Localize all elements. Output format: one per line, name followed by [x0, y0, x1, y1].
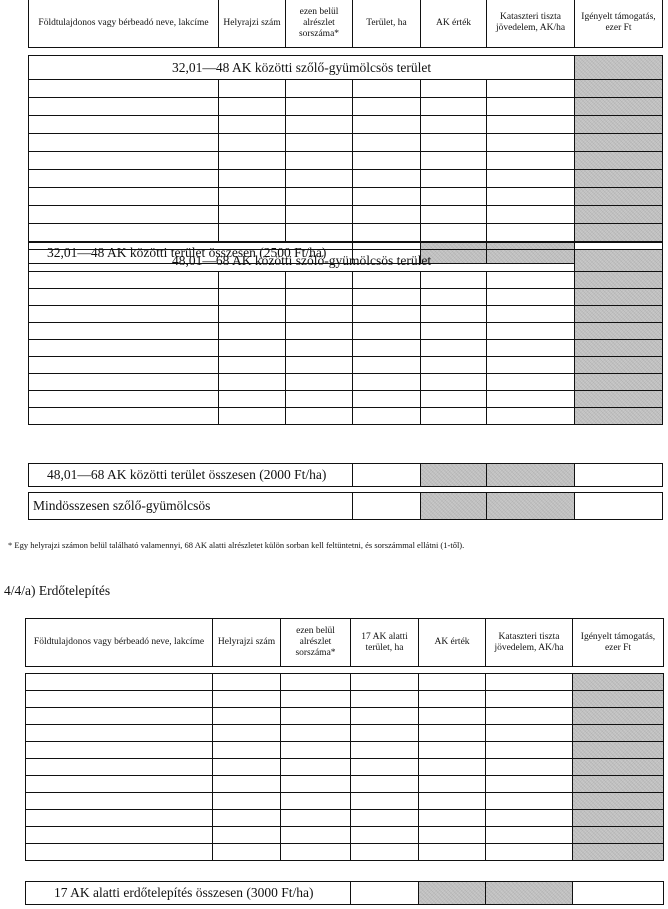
- input-cell[interactable]: [26, 725, 213, 742]
- table-row: [29, 152, 663, 170]
- table-row: [26, 844, 664, 861]
- col-header-income: Kataszteri tiszta jövedelem, AK/ha: [486, 619, 573, 667]
- input-cell[interactable]: [286, 116, 353, 134]
- input-cell[interactable]: [281, 725, 351, 742]
- input-cell[interactable]: [213, 691, 281, 708]
- support-cell[interactable]: [575, 206, 663, 224]
- section2-title: 48,01—68 AK közötti szőlő-gyümölcsös terület: [29, 250, 575, 272]
- col-header-area: Terület, ha: [353, 0, 421, 47]
- table-row: [26, 793, 664, 810]
- input-cell[interactable]: [351, 742, 419, 759]
- support-cell[interactable]: [575, 357, 663, 374]
- input-cell[interactable]: [29, 170, 219, 188]
- input-cell[interactable]: [487, 152, 575, 170]
- input-cell[interactable]: [286, 357, 353, 374]
- table-row: [29, 188, 663, 206]
- col-header-owner: Földtulajdonos vagy bérbeadó neve, lakcíme: [29, 0, 219, 47]
- col-header-ak: AK érték: [419, 619, 486, 667]
- support-cell[interactable]: [573, 742, 664, 759]
- input-cell[interactable]: [281, 674, 351, 691]
- input-cell[interactable]: [419, 827, 486, 844]
- input-cell[interactable]: [29, 323, 219, 340]
- input-cell[interactable]: [421, 170, 487, 188]
- input-cell[interactable]: [486, 776, 573, 793]
- input-cell[interactable]: [421, 323, 487, 340]
- support-cell[interactable]: [575, 374, 663, 391]
- input-cell[interactable]: [353, 272, 421, 289]
- input-cell[interactable]: [487, 272, 575, 289]
- input-cell[interactable]: [487, 357, 575, 374]
- input-cell[interactable]: [219, 188, 286, 206]
- support-cell[interactable]: [575, 134, 663, 152]
- support-cell[interactable]: [575, 80, 663, 98]
- support-cell[interactable]: [575, 391, 663, 408]
- input-cell[interactable]: [219, 206, 286, 224]
- input-cell[interactable]: [421, 80, 487, 98]
- support-cell[interactable]: [575, 98, 663, 116]
- input-cell[interactable]: [351, 793, 419, 810]
- table-row: [29, 357, 663, 374]
- input-cell[interactable]: [286, 206, 353, 224]
- input-cell[interactable]: [353, 357, 421, 374]
- section2-table: [28, 249, 663, 425]
- input-cell[interactable]: [419, 708, 486, 725]
- input-cell[interactable]: [353, 340, 421, 357]
- table2-sum-label: 17 AK alatti erdőtelepítés összesen (3000 Ft/ha): [26, 882, 351, 905]
- input-cell[interactable]: [29, 408, 219, 425]
- input-cell[interactable]: [487, 306, 575, 323]
- table-row: [29, 98, 663, 116]
- input-cell[interactable]: [487, 206, 575, 224]
- input-cell[interactable]: [487, 188, 575, 206]
- input-cell[interactable]: [26, 674, 213, 691]
- table-row: [26, 776, 664, 793]
- table-row: [29, 306, 663, 323]
- col-header-support: Igényelt támogatás, ezer Ft: [573, 619, 664, 667]
- input-cell[interactable]: [29, 224, 219, 242]
- input-cell[interactable]: [29, 340, 219, 357]
- input-cell[interactable]: [419, 742, 486, 759]
- input-cell[interactable]: [29, 357, 219, 374]
- input-cell[interactable]: [286, 323, 353, 340]
- table-row: [29, 134, 663, 152]
- input-cell[interactable]: [29, 80, 219, 98]
- input-cell[interactable]: [29, 306, 219, 323]
- input-cell[interactable]: [219, 391, 286, 408]
- input-cell[interactable]: [281, 776, 351, 793]
- col-header-income: Kataszteri tiszta jövedelem, AK/ha: [487, 0, 575, 47]
- input-cell[interactable]: [421, 98, 487, 116]
- support-cell[interactable]: [573, 674, 664, 691]
- input-cell[interactable]: [286, 272, 353, 289]
- input-cell[interactable]: [219, 340, 286, 357]
- input-cell[interactable]: [486, 827, 573, 844]
- input-cell[interactable]: [286, 152, 353, 170]
- input-cell[interactable]: [281, 708, 351, 725]
- input-cell[interactable]: [353, 98, 421, 116]
- input-cell[interactable]: [421, 306, 487, 323]
- input-cell[interactable]: [419, 793, 486, 810]
- input-cell[interactable]: [219, 224, 286, 242]
- input-cell[interactable]: [487, 340, 575, 357]
- input-cell[interactable]: [29, 134, 219, 152]
- input-cell[interactable]: [421, 357, 487, 374]
- input-cell[interactable]: [353, 188, 421, 206]
- input-cell[interactable]: [351, 759, 419, 776]
- input-cell[interactable]: [353, 80, 421, 98]
- input-cell[interactable]: [487, 374, 575, 391]
- input-cell[interactable]: [286, 80, 353, 98]
- input-cell[interactable]: [213, 827, 281, 844]
- input-cell[interactable]: [213, 742, 281, 759]
- input-cell[interactable]: [26, 810, 213, 827]
- input-cell[interactable]: [29, 116, 219, 134]
- input-cell[interactable]: [353, 206, 421, 224]
- support-cell[interactable]: [575, 116, 663, 134]
- section2-sum: [28, 463, 663, 487]
- table2-body: [25, 673, 664, 861]
- section1-sum-label: 32,01—48 AK közötti terület összesen (2500 Ft/ha): [29, 243, 353, 264]
- table-row: [29, 116, 663, 134]
- col-header-ak: AK érték: [421, 0, 487, 47]
- input-cell[interactable]: [486, 810, 573, 827]
- support-cell[interactable]: [575, 170, 663, 188]
- input-cell[interactable]: [286, 340, 353, 357]
- input-cell[interactable]: [421, 289, 487, 306]
- input-cell[interactable]: [487, 224, 575, 242]
- table2-header: [25, 618, 664, 667]
- support-cell[interactable]: [573, 793, 664, 810]
- input-cell[interactable]: [219, 152, 286, 170]
- sum-support-cell[interactable]: [575, 464, 663, 487]
- table-row: [29, 224, 663, 242]
- input-cell[interactable]: [26, 691, 213, 708]
- input-cell[interactable]: [419, 691, 486, 708]
- input-cell[interactable]: [286, 98, 353, 116]
- input-cell[interactable]: [353, 170, 421, 188]
- support-cell[interactable]: [575, 272, 663, 289]
- input-cell[interactable]: [219, 306, 286, 323]
- table-row: [26, 810, 664, 827]
- table-row: [26, 742, 664, 759]
- table-row: [29, 374, 663, 391]
- table-row: [29, 170, 663, 188]
- input-cell[interactable]: [353, 306, 421, 323]
- input-cell[interactable]: [486, 691, 573, 708]
- support-cell[interactable]: [573, 776, 664, 793]
- input-cell[interactable]: [487, 289, 575, 306]
- input-cell[interactable]: [281, 742, 351, 759]
- input-cell[interactable]: [219, 323, 286, 340]
- table-row: [29, 272, 663, 289]
- input-cell[interactable]: [487, 323, 575, 340]
- input-cell[interactable]: [219, 272, 286, 289]
- input-cell[interactable]: [286, 188, 353, 206]
- input-cell[interactable]: [286, 408, 353, 425]
- input-cell[interactable]: [421, 374, 487, 391]
- col-header-parcel: Helyrajzi szám: [213, 619, 281, 667]
- input-cell[interactable]: [26, 827, 213, 844]
- col-header-parcel: Helyrajzi szám: [219, 0, 286, 47]
- col-header-owner: Földtulajdonos vagy bérbeadó neve, lakcíme: [26, 619, 213, 667]
- input-cell[interactable]: [351, 776, 419, 793]
- input-cell[interactable]: [26, 793, 213, 810]
- input-cell[interactable]: [421, 224, 487, 242]
- input-cell[interactable]: [26, 742, 213, 759]
- input-cell[interactable]: [419, 810, 486, 827]
- input-cell[interactable]: [219, 80, 286, 98]
- input-cell[interactable]: [29, 289, 219, 306]
- support-cell[interactable]: [575, 340, 663, 357]
- input-cell[interactable]: [486, 793, 573, 810]
- sum-area-cell[interactable]: [351, 882, 419, 905]
- section1-title: 32,01—48 AK közötti szőlő-gyümölcsös terület: [29, 56, 575, 80]
- support-cell[interactable]: [573, 759, 664, 776]
- input-cell[interactable]: [29, 391, 219, 408]
- section-heading: 4/4/a) Erdőtelepítés: [4, 583, 111, 598]
- input-cell[interactable]: [353, 408, 421, 425]
- support-cell[interactable]: [573, 691, 664, 708]
- table-row: [26, 827, 664, 844]
- input-cell[interactable]: [421, 340, 487, 357]
- input-cell[interactable]: [487, 80, 575, 98]
- support-cell[interactable]: [575, 188, 663, 206]
- input-cell[interactable]: [353, 224, 421, 242]
- input-cell[interactable]: [26, 708, 213, 725]
- footnote: * Egy helyrajzi számon belül található valamennyi, 68 AK alatti alrészletet külön sorban kell feltüntetni, és sorszámmal ellátni (1-től).: [8, 540, 465, 550]
- support-cell[interactable]: [575, 289, 663, 306]
- input-cell[interactable]: [486, 742, 573, 759]
- input-cell[interactable]: [353, 134, 421, 152]
- table2-sum: [25, 881, 664, 905]
- table1-header: [28, 0, 663, 48]
- input-cell[interactable]: [353, 116, 421, 134]
- input-cell[interactable]: [421, 206, 487, 224]
- input-cell[interactable]: [219, 98, 286, 116]
- input-cell[interactable]: [487, 98, 575, 116]
- support-cell[interactable]: [573, 708, 664, 725]
- grand-total: [28, 492, 663, 520]
- table-row: [29, 323, 663, 340]
- col-header-area: 17 AK alatti terület, ha: [351, 619, 419, 667]
- table-row: [29, 391, 663, 408]
- input-cell[interactable]: [286, 224, 353, 242]
- support-cell[interactable]: [575, 306, 663, 323]
- support-cell[interactable]: [575, 152, 663, 170]
- support-cell[interactable]: [573, 827, 664, 844]
- support-cell[interactable]: [575, 224, 663, 242]
- input-cell[interactable]: [29, 206, 219, 224]
- input-cell[interactable]: [487, 408, 575, 425]
- input-cell[interactable]: [353, 391, 421, 408]
- input-cell[interactable]: [353, 374, 421, 391]
- support-cell[interactable]: [573, 844, 664, 861]
- input-cell[interactable]: [213, 674, 281, 691]
- input-cell[interactable]: [219, 357, 286, 374]
- input-cell[interactable]: [219, 289, 286, 306]
- input-cell[interactable]: [421, 152, 487, 170]
- input-cell[interactable]: [351, 674, 419, 691]
- col-header-support: Igényelt támogatás, ezer Ft: [575, 0, 663, 47]
- input-cell[interactable]: [421, 134, 487, 152]
- input-cell[interactable]: [219, 134, 286, 152]
- support-cell[interactable]: [575, 323, 663, 340]
- input-cell[interactable]: [419, 725, 486, 742]
- table-row: [29, 206, 663, 224]
- input-cell[interactable]: [213, 708, 281, 725]
- input-cell[interactable]: [281, 691, 351, 708]
- grand-support-cell[interactable]: [575, 493, 663, 520]
- input-cell[interactable]: [213, 810, 281, 827]
- input-cell[interactable]: [281, 759, 351, 776]
- grand-total-label: Mindösszesen szőlő-gyümölcsös: [29, 493, 353, 520]
- input-cell[interactable]: [26, 759, 213, 776]
- input-cell[interactable]: [213, 844, 281, 861]
- input-cell[interactable]: [486, 674, 573, 691]
- input-cell[interactable]: [351, 810, 419, 827]
- input-cell[interactable]: [29, 152, 219, 170]
- input-cell[interactable]: [213, 759, 281, 776]
- input-cell[interactable]: [29, 374, 219, 391]
- input-cell[interactable]: [351, 725, 419, 742]
- input-cell[interactable]: [286, 170, 353, 188]
- support-cell[interactable]: [573, 810, 664, 827]
- input-cell[interactable]: [486, 844, 573, 861]
- input-cell[interactable]: [286, 391, 353, 408]
- input-cell[interactable]: [486, 759, 573, 776]
- sum-area-cell[interactable]: [353, 464, 421, 487]
- input-cell[interactable]: [351, 691, 419, 708]
- input-cell[interactable]: [421, 272, 487, 289]
- input-cell[interactable]: [281, 844, 351, 861]
- section1-table: [28, 55, 663, 242]
- input-cell[interactable]: [486, 725, 573, 742]
- col-header-subparcel: ezen belül alrészlet sorszáma*: [286, 0, 353, 47]
- input-cell[interactable]: [29, 272, 219, 289]
- support-cell[interactable]: [573, 725, 664, 742]
- input-cell[interactable]: [281, 810, 351, 827]
- input-cell[interactable]: [286, 374, 353, 391]
- input-cell[interactable]: [286, 289, 353, 306]
- grand-area-cell[interactable]: [353, 493, 421, 520]
- input-cell[interactable]: [213, 793, 281, 810]
- input-cell[interactable]: [487, 391, 575, 408]
- input-cell[interactable]: [219, 374, 286, 391]
- input-cell[interactable]: [29, 188, 219, 206]
- input-cell[interactable]: [26, 844, 213, 861]
- table-row: [26, 725, 664, 742]
- input-cell[interactable]: [486, 708, 573, 725]
- input-cell[interactable]: [219, 408, 286, 425]
- input-cell[interactable]: [421, 188, 487, 206]
- input-cell[interactable]: [419, 844, 486, 861]
- input-cell[interactable]: [421, 391, 487, 408]
- table-row: [26, 759, 664, 776]
- table-row: [26, 674, 664, 691]
- table-row: [29, 408, 663, 425]
- input-cell[interactable]: [213, 725, 281, 742]
- input-cell[interactable]: [487, 170, 575, 188]
- input-cell[interactable]: [29, 98, 219, 116]
- input-cell[interactable]: [353, 323, 421, 340]
- input-cell[interactable]: [419, 776, 486, 793]
- input-cell[interactable]: [26, 776, 213, 793]
- input-cell[interactable]: [351, 844, 419, 861]
- table-row: [29, 80, 663, 98]
- support-cell[interactable]: [575, 408, 663, 425]
- input-cell[interactable]: [219, 116, 286, 134]
- col-header-subparcel: ezen belül alrészlet sorszáma*: [281, 619, 351, 667]
- input-cell[interactable]: [487, 116, 575, 134]
- table-row: [26, 708, 664, 725]
- sum-support-cell[interactable]: [573, 882, 664, 905]
- input-cell[interactable]: [353, 152, 421, 170]
- input-cell[interactable]: [213, 776, 281, 793]
- section2-sum-label: 48,01—68 AK közötti terület összesen (2000 Ft/ha): [29, 464, 353, 487]
- input-cell[interactable]: [286, 306, 353, 323]
- input-cell[interactable]: [419, 674, 486, 691]
- input-cell[interactable]: [351, 708, 419, 725]
- input-cell[interactable]: [281, 793, 351, 810]
- table-row: [29, 289, 663, 306]
- table-row: [26, 691, 664, 708]
- input-cell[interactable]: [353, 289, 421, 306]
- input-cell[interactable]: [351, 827, 419, 844]
- table-row: [29, 340, 663, 357]
- input-cell[interactable]: [286, 134, 353, 152]
- input-cell[interactable]: [419, 759, 486, 776]
- input-cell[interactable]: [487, 134, 575, 152]
- input-cell[interactable]: [421, 116, 487, 134]
- input-cell[interactable]: [421, 408, 487, 425]
- input-cell[interactable]: [219, 170, 286, 188]
- input-cell[interactable]: [281, 827, 351, 844]
